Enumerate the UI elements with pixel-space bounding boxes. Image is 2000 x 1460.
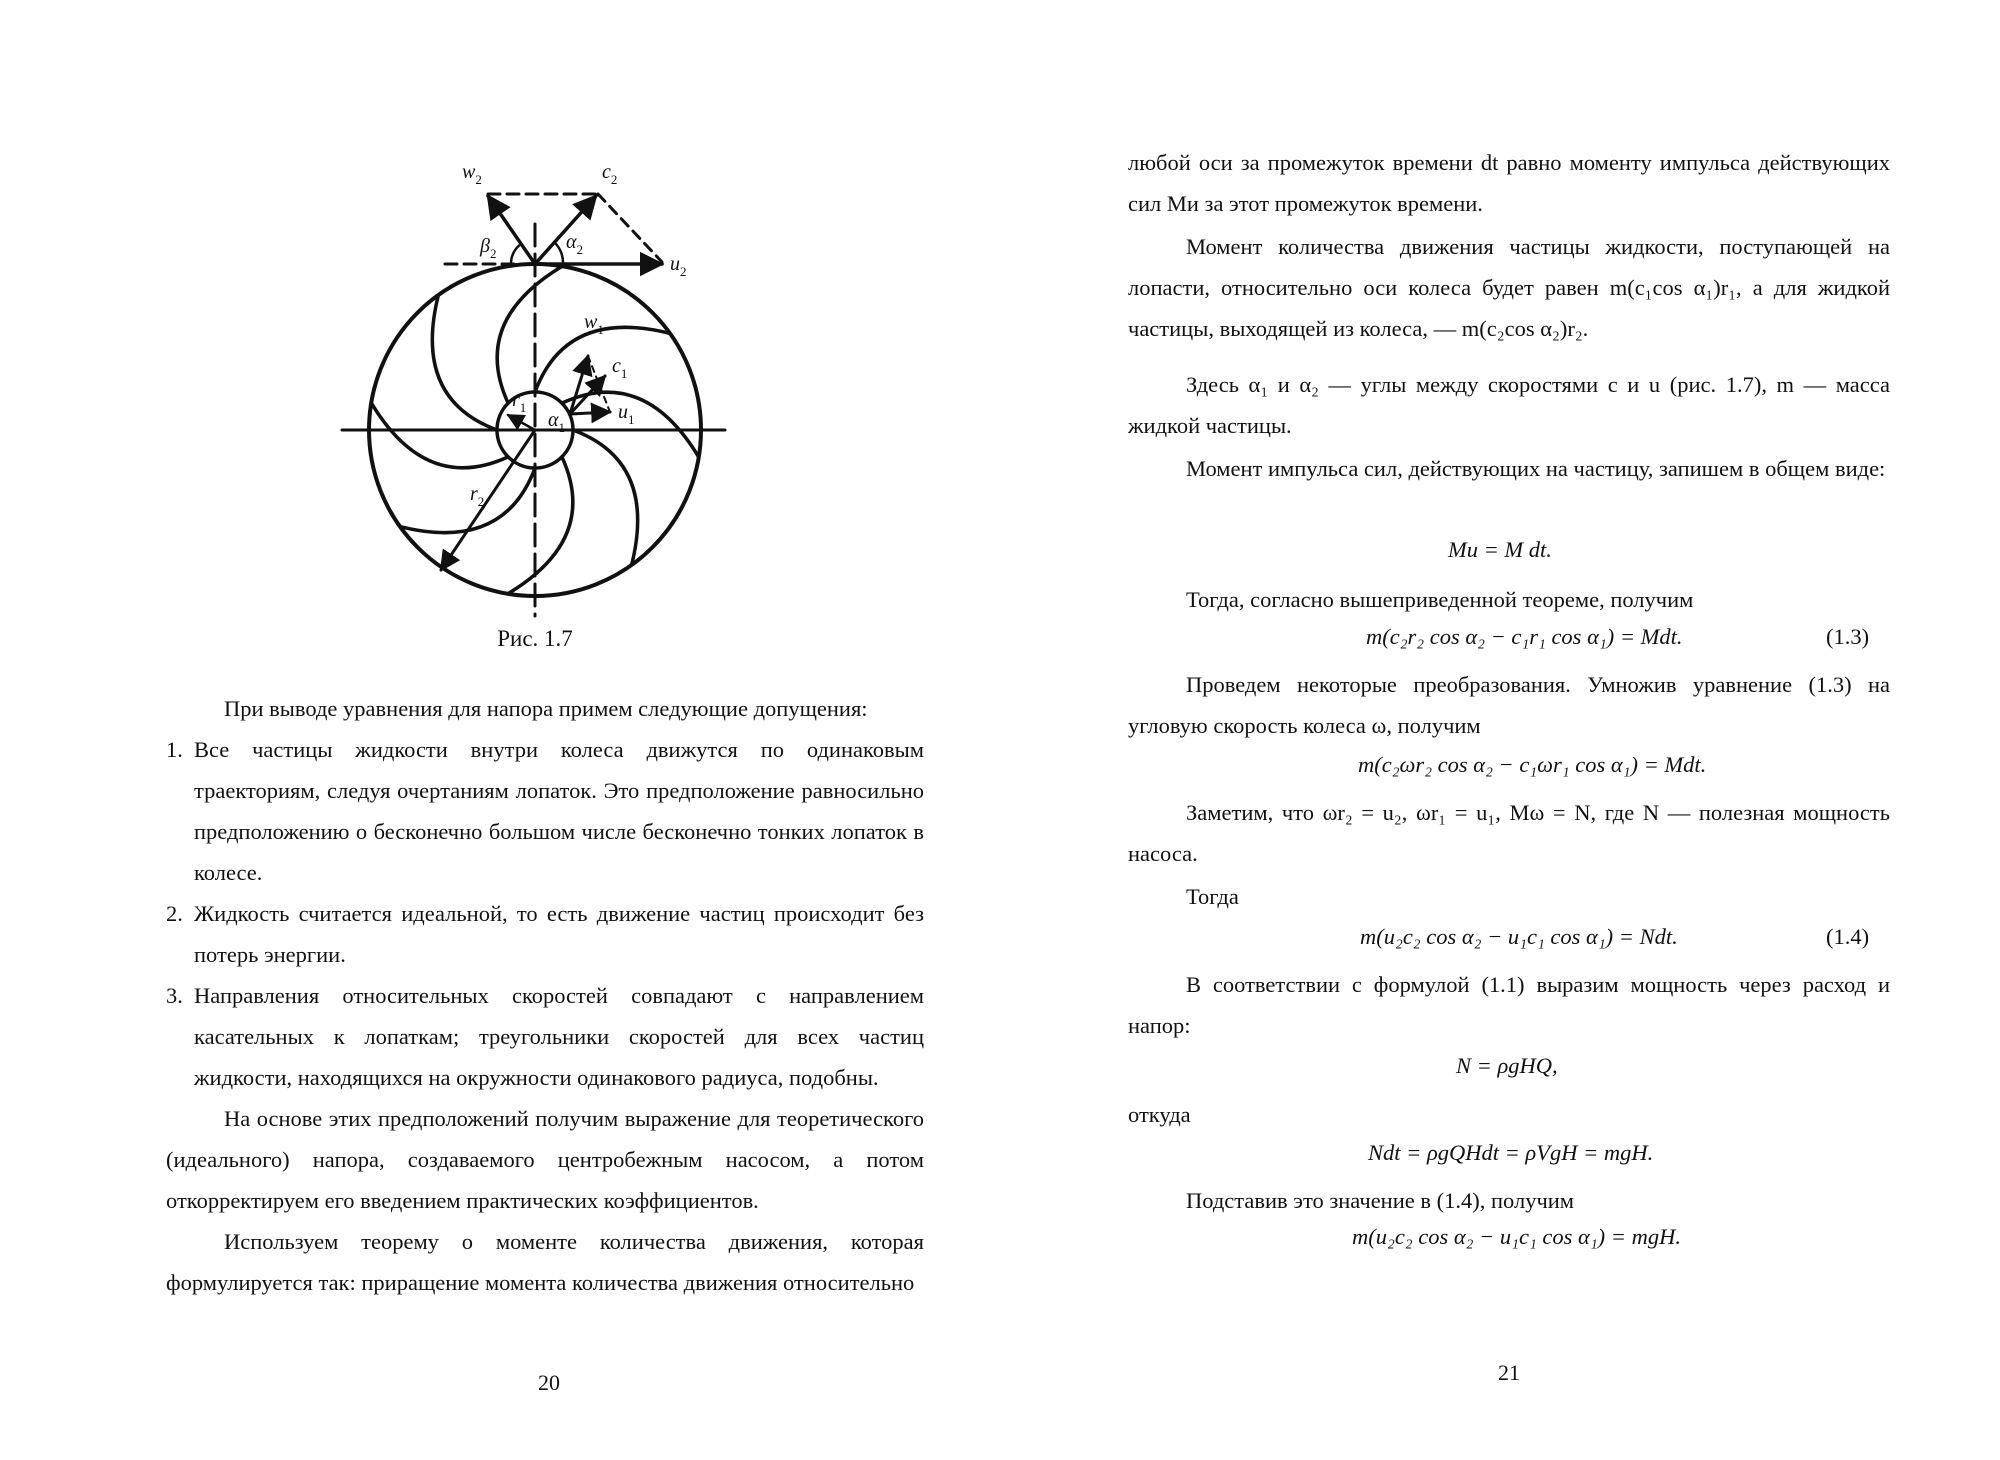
equation-number-1-4: (1.4) (1826, 924, 1870, 949)
assumption-text: Жидкость считается идеальной, то есть движение частиц происходит без потерь энергии. (194, 901, 924, 967)
paragraph-angles: Здесь α₁ и α₂ — углы между скоростями c и u (рис. 1.7), m — масса жидкой частицы. (1128, 372, 1890, 438)
c2-u2-dash (598, 194, 662, 262)
assumption-number: 3. (166, 983, 183, 1008)
beta2-label: $\beta_2$ (480, 235, 497, 261)
assumption-item (166, 893, 924, 975)
c2-vector (535, 196, 596, 264)
equation-number-1-3: (1.3) (1826, 624, 1870, 649)
formula-1-3: m(c₂r₂ cos α₂ − c₁r₁ cos α₁) = Mdt. (1366, 624, 1683, 649)
word-then: Тогда (1186, 884, 1239, 909)
formula-omega: m(c₂ωr₂ cos α₂ − c₁ωr₁ cos α₁) = Mdt. (1358, 752, 1707, 777)
paragraph-power: В соответствии с формулой (1.1) выразим мощность через расход и напор: (1128, 972, 1890, 1038)
blade (371, 403, 508, 468)
impeller-figure (340, 150, 730, 620)
assumption-text: Направления относительных скоростей совпадают с направлением касательных к лопаткам; треугольники скоростей для всех частиц жидкости, находящихся на окружности одинакового радиуса, подобны. (194, 983, 924, 1090)
r2-radius (441, 430, 535, 570)
assumption-text: Все частицы жидкости внутри колеса движутся по одинаковым траекториям, следуя очертаниям лопаток. Это предположение равносильно предположению о бесконечно большом числе бесконечно тонких лопаток в колесе. (194, 737, 924, 885)
w2-label: $w_2$ (462, 161, 482, 187)
formula-1-4: m(u₂c₂ cos α₂ − u₁c₁ cos α₁) = Ndt. (1360, 924, 1678, 949)
assumption-number: 1. (166, 737, 183, 762)
u1-vector (570, 412, 610, 414)
formula-final: m(u₂c₂ cos α₂ − u₁c₁ cos α₁) = mgH. (1352, 1224, 1681, 1249)
paragraph-moment: Момент количества движения частицы жидкости, поступающей на лопасти, относительно оси колеса будет равен m(c₁cos α₁)r₁, а для жидкой частицы, выходящей из колеса, — m(c₂cos α₂)r₂. (1128, 234, 1890, 341)
u2-label: $u_2$ (670, 253, 687, 279)
formula-impulse: Mи = M dt. (1448, 537, 1552, 562)
impeller-diagram (340, 150, 730, 620)
figure-caption: Рис. 1.7 (497, 626, 573, 651)
assumptions-intro: При выводе уравнения для напора примем следующие допущения: (224, 696, 868, 721)
paragraph-impulse: Момент импульса сил, действующих на частицу, запишем в общем виде: (1186, 456, 1886, 481)
c2-label: $c_2$ (602, 161, 618, 187)
blade (535, 327, 670, 392)
paragraph-continuation: любой оси за промежуток времени dt равно моменту импульса действующих сил Mи за этот промежуток времени. (1128, 150, 1890, 216)
assumption-item (166, 729, 924, 893)
word-whence: откуда (1128, 1102, 1191, 1127)
r1-label: $r_1$ (512, 389, 527, 415)
r2-label: $r_2$ (470, 483, 485, 509)
blade (573, 430, 638, 565)
u1-label: $u_1$ (618, 401, 635, 427)
paragraph-substitution: Подставив это значение в (1.4), получим (1186, 1188, 1575, 1213)
paragraph-basis: На основе этих предположений получим выражение для теоретического (идеального) напора, создаваемого центробежным насосом, а потом откорректируем его введением практических коэффициентов. (166, 1106, 924, 1213)
c1-label: $c_1$ (612, 355, 628, 381)
blade (508, 457, 573, 594)
blade (432, 295, 497, 430)
paragraph-then-theorem: Тогда, согласно вышеприведенной теореме, получим (1186, 587, 1694, 612)
paragraph-theorem: Используем теорему о моменте количества движения, которая формулируется так: приращение момента количества движения относительно (166, 1229, 924, 1295)
alpha1-label: $\alpha_1$ (548, 409, 565, 435)
assumption-item (166, 975, 924, 1098)
paragraph-note: Заметим, что ωr₂ = u₂, ωr₁ = u₁, Mω = N, где N — полезная мощность насоса. (1128, 800, 1890, 866)
paragraph-transform: Проведем некоторые преобразования. Умножив уравнение (1.3) на угловую скорость колеса ω, получим (1128, 672, 1890, 738)
page-number-left: 20 (538, 1370, 560, 1395)
blade (497, 266, 562, 403)
alpha2-label: $\alpha_2$ (566, 231, 583, 257)
beta2-arc (511, 244, 521, 264)
page-number-right: 21 (1498, 1360, 1520, 1385)
assumption-number: 2. (166, 901, 183, 926)
right-page (1000, 0, 2000, 1460)
formula-ndt: Ndt = ρgQHdt = ρVgH = mgH. (1368, 1140, 1654, 1165)
blade (400, 468, 535, 533)
w1-label: $w_1$ (584, 311, 604, 337)
alpha2-arc (554, 242, 563, 264)
r1-radius (508, 415, 535, 430)
formula-power: N = ρgHQ, (1456, 1053, 1558, 1078)
